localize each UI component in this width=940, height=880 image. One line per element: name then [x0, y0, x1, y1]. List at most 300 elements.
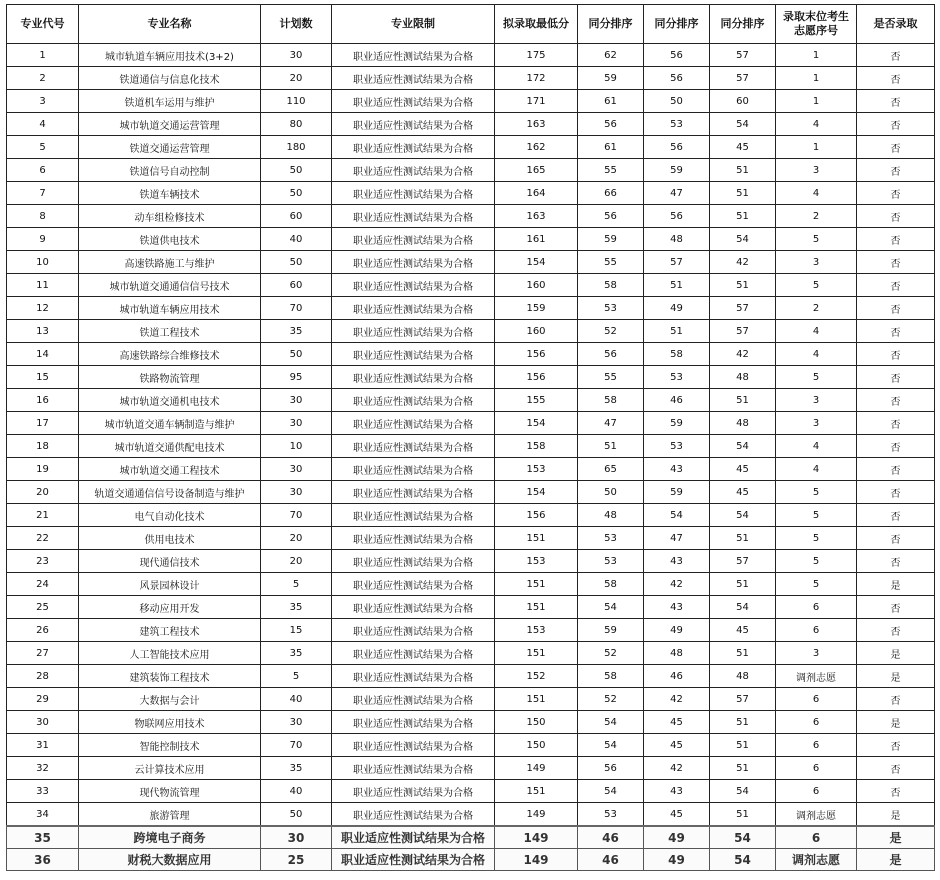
- restriction-cell: 职业适应性测试结果为合格: [332, 757, 495, 780]
- major-name-cell: 城市轨道交通车辆制造与维护: [79, 412, 261, 435]
- tie-order-2-cell: 47: [644, 527, 710, 550]
- admitted-cell: 否: [857, 780, 935, 803]
- major-code-cell: 35: [7, 826, 79, 849]
- tie-order-1-cell: 58: [578, 573, 644, 596]
- admitted-cell: 否: [857, 619, 935, 642]
- admitted-cell: 否: [857, 458, 935, 481]
- admitted-cell: 否: [857, 320, 935, 343]
- major-name-cell: 建筑装饰工程技术: [79, 665, 261, 688]
- table-row: [7, 757, 935, 780]
- major-name-cell: 高速铁路施工与维护: [79, 251, 261, 274]
- major-code-cell: 36: [7, 849, 79, 871]
- admitted-cell: 否: [857, 228, 935, 251]
- tie-order-1-cell: 46: [578, 826, 644, 849]
- last-choice-number-cell: 1: [776, 44, 857, 67]
- tie-order-1-cell: 59: [578, 228, 644, 251]
- min-score-cell: 154: [495, 251, 578, 274]
- plan-count-cell: 50: [261, 182, 332, 205]
- tie-order-3-cell: 48: [710, 366, 776, 389]
- major-code-cell: 28: [7, 665, 79, 688]
- tie-order-1-cell: 53: [578, 803, 644, 827]
- restriction-cell: 职业适应性测试结果为合格: [332, 803, 495, 827]
- admitted-cell: 否: [857, 688, 935, 711]
- restriction-cell: 职业适应性测试结果为合格: [332, 481, 495, 504]
- min-score-cell: 163: [495, 113, 578, 136]
- restriction-cell: 职业适应性测试结果为合格: [332, 182, 495, 205]
- admitted-cell: 否: [857, 297, 935, 320]
- tie-order-1-cell: 54: [578, 711, 644, 734]
- tie-order-3-cell: 51: [710, 642, 776, 665]
- major-name-cell: 财税大数据应用: [79, 849, 261, 871]
- last-choice-number-cell: 5: [776, 481, 857, 504]
- restriction-cell: 职业适应性测试结果为合格: [332, 205, 495, 228]
- admitted-cell: 否: [857, 113, 935, 136]
- major-code-cell: 19: [7, 458, 79, 481]
- plan-count-cell: 70: [261, 504, 332, 527]
- last-choice-number-cell: 调剂志愿: [776, 849, 857, 871]
- header-restriction: 专业限制: [332, 5, 495, 44]
- admitted-cell: 否: [857, 182, 935, 205]
- plan-count-cell: 10: [261, 435, 332, 458]
- major-name-cell: 旅游管理: [79, 803, 261, 827]
- tie-order-3-cell: 51: [710, 803, 776, 827]
- tie-order-2-cell: 56: [644, 67, 710, 90]
- last-choice-number-cell: 调剂志愿: [776, 665, 857, 688]
- admitted-cell: 否: [857, 550, 935, 573]
- plan-count-cell: 5: [261, 665, 332, 688]
- last-choice-number-cell: 4: [776, 320, 857, 343]
- plan-count-cell: 30: [261, 458, 332, 481]
- min-score-cell: 149: [495, 849, 578, 871]
- last-choice-number-cell: 5: [776, 274, 857, 297]
- restriction-cell: 职业适应性测试结果为合格: [332, 619, 495, 642]
- major-name-cell: 物联网应用技术: [79, 711, 261, 734]
- min-score-cell: 160: [495, 274, 578, 297]
- major-code-cell: 4: [7, 113, 79, 136]
- tie-order-3-cell: 57: [710, 320, 776, 343]
- tie-order-1-cell: 53: [578, 527, 644, 550]
- admitted-cell: 否: [857, 596, 935, 619]
- tie-order-1-cell: 52: [578, 688, 644, 711]
- tie-order-2-cell: 42: [644, 688, 710, 711]
- plan-count-cell: 35: [261, 320, 332, 343]
- header-plan-count: 计划数: [261, 5, 332, 44]
- last-choice-number-cell: 5: [776, 573, 857, 596]
- tie-order-1-cell: 53: [578, 297, 644, 320]
- table-row: [7, 113, 935, 136]
- tie-order-2-cell: 49: [644, 826, 710, 849]
- table-row: [7, 780, 935, 803]
- tie-order-2-cell: 59: [644, 159, 710, 182]
- major-name-cell: 动车组检修技术: [79, 205, 261, 228]
- major-name-cell: 铁道通信与信息化技术: [79, 67, 261, 90]
- min-score-cell: 156: [495, 504, 578, 527]
- tie-order-3-cell: 60: [710, 90, 776, 113]
- tie-order-3-cell: 51: [710, 182, 776, 205]
- restriction-cell: 职业适应性测试结果为合格: [332, 665, 495, 688]
- restriction-cell: 职业适应性测试结果为合格: [332, 228, 495, 251]
- tie-order-3-cell: 54: [710, 826, 776, 849]
- table-row: [7, 67, 935, 90]
- major-code-cell: 20: [7, 481, 79, 504]
- plan-count-cell: 40: [261, 688, 332, 711]
- plan-count-cell: 80: [261, 113, 332, 136]
- tie-order-2-cell: 59: [644, 481, 710, 504]
- restriction-cell: 职业适应性测试结果为合格: [332, 412, 495, 435]
- major-code-cell: 24: [7, 573, 79, 596]
- plan-count-cell: 35: [261, 596, 332, 619]
- table-row: [7, 366, 935, 389]
- tie-order-1-cell: 48: [578, 504, 644, 527]
- restriction-cell: 职业适应性测试结果为合格: [332, 159, 495, 182]
- last-choice-number-cell: 2: [776, 297, 857, 320]
- major-code-cell: 15: [7, 366, 79, 389]
- admitted-cell: 否: [857, 205, 935, 228]
- last-choice-number-cell: 5: [776, 550, 857, 573]
- min-score-cell: 154: [495, 481, 578, 504]
- tie-order-2-cell: 58: [644, 343, 710, 366]
- major-code-cell: 18: [7, 435, 79, 458]
- major-code-cell: 30: [7, 711, 79, 734]
- table-row: [7, 665, 935, 688]
- tie-order-1-cell: 52: [578, 320, 644, 343]
- restriction-cell: 职业适应性测试结果为合格: [332, 458, 495, 481]
- min-score-cell: 151: [495, 780, 578, 803]
- table-row: [7, 481, 935, 504]
- tie-order-3-cell: 57: [710, 67, 776, 90]
- major-name-cell: 铁道工程技术: [79, 320, 261, 343]
- plan-count-cell: 15: [261, 619, 332, 642]
- min-score-cell: 163: [495, 205, 578, 228]
- major-code-cell: 34: [7, 803, 79, 827]
- plan-count-cell: 50: [261, 803, 332, 827]
- min-score-cell: 151: [495, 527, 578, 550]
- last-choice-number-cell: 4: [776, 182, 857, 205]
- tie-order-3-cell: 54: [710, 780, 776, 803]
- last-choice-number-cell: 3: [776, 389, 857, 412]
- plan-count-cell: 70: [261, 297, 332, 320]
- major-name-cell: 铁道交通运营管理: [79, 136, 261, 159]
- admitted-cell: 是: [857, 665, 935, 688]
- table-row: [7, 619, 935, 642]
- tie-order-1-cell: 58: [578, 389, 644, 412]
- min-score-cell: 149: [495, 803, 578, 827]
- major-name-cell: 高速铁路综合维修技术: [79, 343, 261, 366]
- tie-order-3-cell: 51: [710, 711, 776, 734]
- tie-order-2-cell: 43: [644, 550, 710, 573]
- tie-order-2-cell: 57: [644, 251, 710, 274]
- plan-count-cell: 70: [261, 734, 332, 757]
- last-choice-number-cell: 3: [776, 251, 857, 274]
- major-code-cell: 8: [7, 205, 79, 228]
- tie-order-3-cell: 51: [710, 734, 776, 757]
- header-tie-order-2: 同分排序: [644, 5, 710, 44]
- restriction-cell: 职业适应性测试结果为合格: [332, 44, 495, 67]
- tie-order-2-cell: 56: [644, 205, 710, 228]
- major-code-cell: 31: [7, 734, 79, 757]
- tie-order-2-cell: 45: [644, 711, 710, 734]
- major-code-cell: 3: [7, 90, 79, 113]
- tie-order-3-cell: 48: [710, 412, 776, 435]
- header-tie-order-1: 同分排序: [578, 5, 644, 44]
- tie-order-3-cell: 54: [710, 504, 776, 527]
- plan-count-cell: 30: [261, 389, 332, 412]
- table-row: [7, 504, 935, 527]
- tie-order-3-cell: 54: [710, 849, 776, 871]
- admitted-cell: 否: [857, 274, 935, 297]
- major-code-cell: 2: [7, 67, 79, 90]
- last-choice-number-cell: 6: [776, 619, 857, 642]
- table-row: [7, 527, 935, 550]
- major-code-cell: 16: [7, 389, 79, 412]
- table-row: [7, 389, 935, 412]
- tie-order-3-cell: 45: [710, 619, 776, 642]
- last-choice-number-cell: 4: [776, 435, 857, 458]
- tie-order-1-cell: 58: [578, 665, 644, 688]
- min-score-cell: 149: [495, 826, 578, 849]
- tie-order-1-cell: 56: [578, 205, 644, 228]
- tie-order-1-cell: 55: [578, 366, 644, 389]
- last-choice-number-cell: 5: [776, 527, 857, 550]
- plan-count-cell: 40: [261, 228, 332, 251]
- table-row: [7, 642, 935, 665]
- tie-order-2-cell: 42: [644, 757, 710, 780]
- min-score-cell: 171: [495, 90, 578, 113]
- plan-count-cell: 60: [261, 205, 332, 228]
- major-code-cell: 32: [7, 757, 79, 780]
- major-name-cell: 电气自动化技术: [79, 504, 261, 527]
- tie-order-2-cell: 49: [644, 297, 710, 320]
- tie-order-2-cell: 49: [644, 849, 710, 871]
- tie-order-3-cell: 45: [710, 136, 776, 159]
- admitted-cell: 是: [857, 849, 935, 871]
- restriction-cell: 职业适应性测试结果为合格: [332, 527, 495, 550]
- tie-order-2-cell: 48: [644, 642, 710, 665]
- major-name-cell: 大数据与会计: [79, 688, 261, 711]
- plan-count-cell: 95: [261, 366, 332, 389]
- major-code-cell: 21: [7, 504, 79, 527]
- min-score-cell: 156: [495, 366, 578, 389]
- tie-order-3-cell: 54: [710, 228, 776, 251]
- min-score-cell: 155: [495, 389, 578, 412]
- plan-count-cell: 20: [261, 527, 332, 550]
- restriction-cell: 职业适应性测试结果为合格: [332, 849, 495, 871]
- min-score-cell: 149: [495, 757, 578, 780]
- tie-order-1-cell: 46: [578, 849, 644, 871]
- tie-order-2-cell: 56: [644, 136, 710, 159]
- tie-order-2-cell: 49: [644, 619, 710, 642]
- tie-order-2-cell: 45: [644, 803, 710, 827]
- restriction-cell: 职业适应性测试结果为合格: [332, 67, 495, 90]
- major-code-cell: 22: [7, 527, 79, 550]
- major-code-cell: 9: [7, 228, 79, 251]
- plan-count-cell: 35: [261, 642, 332, 665]
- major-name-cell: 城市轨道交通运营管理: [79, 113, 261, 136]
- last-choice-number-cell: 4: [776, 113, 857, 136]
- tie-order-2-cell: 45: [644, 734, 710, 757]
- major-code-cell: 11: [7, 274, 79, 297]
- admitted-cell: 否: [857, 757, 935, 780]
- last-choice-number-cell: 6: [776, 688, 857, 711]
- admitted-cell: 否: [857, 159, 935, 182]
- major-name-cell: 城市轨道车辆应用技术(3+2): [79, 44, 261, 67]
- last-choice-number-cell: 1: [776, 67, 857, 90]
- major-name-cell: 现代通信技术: [79, 550, 261, 573]
- min-score-cell: 151: [495, 688, 578, 711]
- min-score-cell: 159: [495, 297, 578, 320]
- last-choice-number-cell: 6: [776, 757, 857, 780]
- plan-count-cell: 35: [261, 757, 332, 780]
- admitted-cell: 否: [857, 412, 935, 435]
- major-name-cell: 城市轨道交通供配电技术: [79, 435, 261, 458]
- tie-order-1-cell: 55: [578, 251, 644, 274]
- restriction-cell: 职业适应性测试结果为合格: [332, 113, 495, 136]
- tie-order-1-cell: 55: [578, 159, 644, 182]
- header-last-choice-number: 录取末位考生志愿序号: [776, 5, 857, 44]
- major-code-cell: 7: [7, 182, 79, 205]
- tie-order-2-cell: 47: [644, 182, 710, 205]
- tie-order-2-cell: 59: [644, 412, 710, 435]
- tie-order-1-cell: 52: [578, 642, 644, 665]
- admitted-cell: 否: [857, 527, 935, 550]
- header-tie-order-3: 同分排序: [710, 5, 776, 44]
- admitted-cell: 是: [857, 711, 935, 734]
- table-row: [7, 573, 935, 596]
- major-name-cell: 铁道信号自动控制: [79, 159, 261, 182]
- major-code-cell: 10: [7, 251, 79, 274]
- tie-order-2-cell: 54: [644, 504, 710, 527]
- admitted-cell: 否: [857, 734, 935, 757]
- admitted-cell: 是: [857, 642, 935, 665]
- min-score-cell: 153: [495, 458, 578, 481]
- major-name-cell: 云计算技术应用: [79, 757, 261, 780]
- min-score-cell: 175: [495, 44, 578, 67]
- table-row: [7, 228, 935, 251]
- last-choice-number-cell: 3: [776, 642, 857, 665]
- min-score-cell: 165: [495, 159, 578, 182]
- tie-order-3-cell: 57: [710, 44, 776, 67]
- table-row: [7, 297, 935, 320]
- tie-order-1-cell: 47: [578, 412, 644, 435]
- major-name-cell: 城市轨道交通工程技术: [79, 458, 261, 481]
- header-major-code: 专业代号: [7, 5, 79, 44]
- major-code-cell: 17: [7, 412, 79, 435]
- min-score-cell: 151: [495, 573, 578, 596]
- tie-order-1-cell: 50: [578, 481, 644, 504]
- last-choice-number-cell: 5: [776, 504, 857, 527]
- last-choice-number-cell: 1: [776, 136, 857, 159]
- tie-order-1-cell: 56: [578, 113, 644, 136]
- major-name-cell: 铁路物流管理: [79, 366, 261, 389]
- header-admitted: 是否录取: [857, 5, 935, 44]
- tie-order-1-cell: 53: [578, 550, 644, 573]
- admitted-cell: 是: [857, 826, 935, 849]
- tie-order-2-cell: 43: [644, 780, 710, 803]
- restriction-cell: 职业适应性测试结果为合格: [332, 90, 495, 113]
- major-code-cell: 33: [7, 780, 79, 803]
- table-row: [7, 182, 935, 205]
- plan-count-cell: 30: [261, 412, 332, 435]
- last-choice-number-cell: 调剂志愿: [776, 803, 857, 827]
- min-score-cell: 162: [495, 136, 578, 159]
- tie-order-3-cell: 48: [710, 665, 776, 688]
- tie-order-2-cell: 43: [644, 596, 710, 619]
- tie-order-1-cell: 59: [578, 67, 644, 90]
- plan-count-cell: 50: [261, 251, 332, 274]
- min-score-cell: 151: [495, 596, 578, 619]
- plan-count-cell: 30: [261, 826, 332, 849]
- tie-order-3-cell: 51: [710, 205, 776, 228]
- tie-order-1-cell: 61: [578, 90, 644, 113]
- plan-count-cell: 180: [261, 136, 332, 159]
- tie-order-1-cell: 56: [578, 343, 644, 366]
- restriction-cell: 职业适应性测试结果为合格: [332, 780, 495, 803]
- plan-count-cell: 30: [261, 44, 332, 67]
- major-name-cell: 智能控制技术: [79, 734, 261, 757]
- table-row: [7, 435, 935, 458]
- admitted-cell: 否: [857, 435, 935, 458]
- table-row: [7, 343, 935, 366]
- table-header: [7, 5, 935, 44]
- restriction-cell: 职业适应性测试结果为合格: [332, 550, 495, 573]
- tie-order-3-cell: 51: [710, 757, 776, 780]
- table-row: [7, 596, 935, 619]
- restriction-cell: 职业适应性测试结果为合格: [332, 389, 495, 412]
- major-code-cell: 13: [7, 320, 79, 343]
- plan-count-cell: 20: [261, 550, 332, 573]
- tie-order-3-cell: 51: [710, 527, 776, 550]
- min-score-cell: 164: [495, 182, 578, 205]
- major-code-cell: 14: [7, 343, 79, 366]
- last-choice-number-cell: 6: [776, 734, 857, 757]
- major-code-cell: 5: [7, 136, 79, 159]
- major-name-cell: 跨境电子商务: [79, 826, 261, 849]
- major-code-cell: 6: [7, 159, 79, 182]
- min-score-cell: 151: [495, 642, 578, 665]
- plan-count-cell: 30: [261, 481, 332, 504]
- last-choice-number-cell: 6: [776, 711, 857, 734]
- major-code-cell: 27: [7, 642, 79, 665]
- restriction-cell: 职业适应性测试结果为合格: [332, 274, 495, 297]
- min-score-cell: 150: [495, 734, 578, 757]
- header-min-score: 拟录取最低分: [495, 5, 578, 44]
- plan-count-cell: 40: [261, 780, 332, 803]
- plan-count-cell: 110: [261, 90, 332, 113]
- min-score-cell: 161: [495, 228, 578, 251]
- tie-order-3-cell: 42: [710, 343, 776, 366]
- restriction-cell: 职业适应性测试结果为合格: [332, 251, 495, 274]
- restriction-cell: 职业适应性测试结果为合格: [332, 734, 495, 757]
- admitted-cell: 否: [857, 251, 935, 274]
- admission-table: [6, 4, 935, 871]
- major-code-cell: 12: [7, 297, 79, 320]
- table-row: [7, 550, 935, 573]
- tie-order-1-cell: 61: [578, 136, 644, 159]
- admission-table-container: [6, 4, 934, 871]
- tie-order-1-cell: 54: [578, 734, 644, 757]
- last-choice-number-cell: 6: [776, 596, 857, 619]
- restriction-cell: 职业适应性测试结果为合格: [332, 136, 495, 159]
- min-score-cell: 154: [495, 412, 578, 435]
- tie-order-3-cell: 42: [710, 251, 776, 274]
- admitted-cell: 否: [857, 44, 935, 67]
- tie-order-1-cell: 59: [578, 619, 644, 642]
- tie-order-1-cell: 56: [578, 757, 644, 780]
- major-name-cell: 城市轨道交通机电技术: [79, 389, 261, 412]
- min-score-cell: 153: [495, 550, 578, 573]
- tie-order-3-cell: 51: [710, 573, 776, 596]
- table-row: [7, 412, 935, 435]
